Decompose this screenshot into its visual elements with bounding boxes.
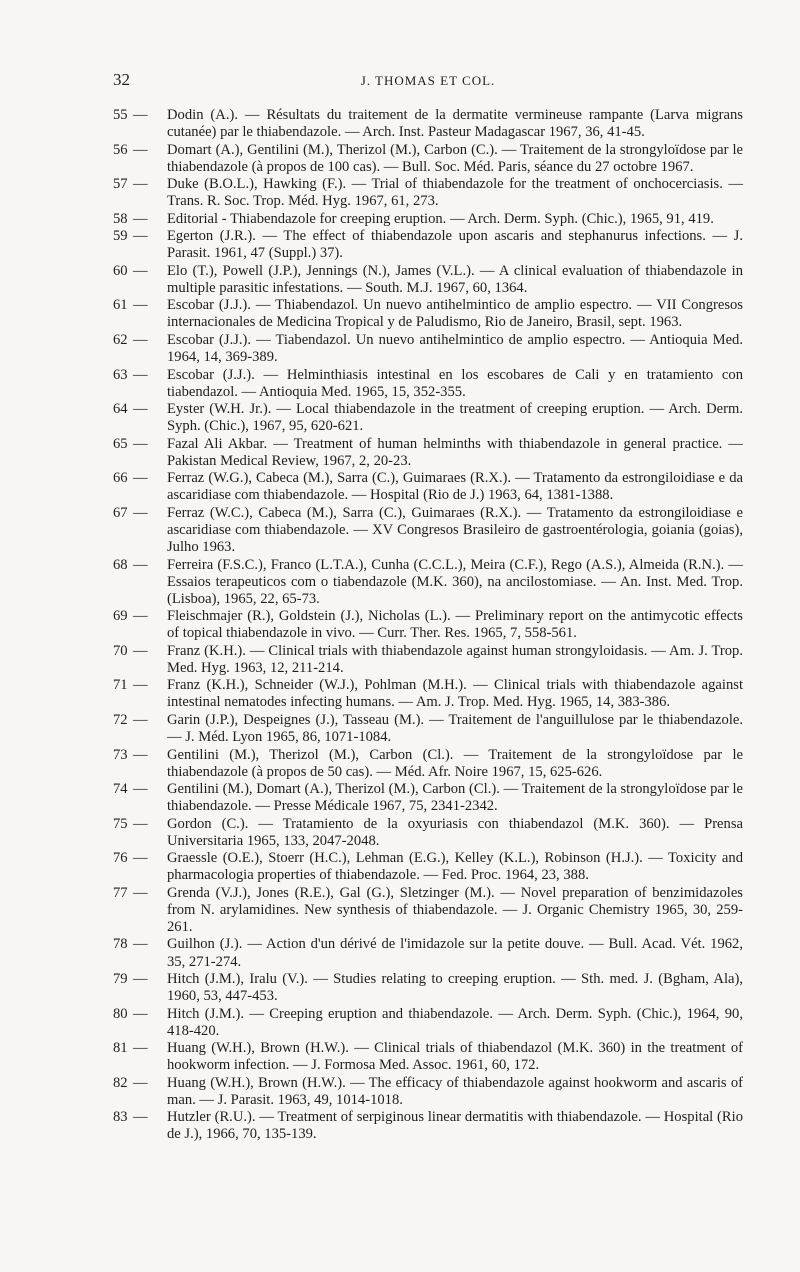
reference-item: 71 — Franz (K.H.), Schneider (W.J.), Pohlman (M.H.). — Clinical trials with thiabendazole against intestinal nematodes infecting humans. — Am. J. Trop. Med. Hyg. 1965, 14, 383-386. <box>113 677 743 711</box>
reference-number: 78 <box>113 936 128 953</box>
reference-item: 57 — Duke (B.O.L.), Hawking (F.). — Trial of thiabendazole for the treatment of onchocerciasis. — Trans. R. Soc. Trop. Méd. Hyg. 1967, 61, 273. <box>113 176 743 210</box>
reference-text: Elo (T.), Powell (J.P.), Jennings (N.), James (V.L.). — A clinical evaluation of thiabendazole in multiple parasitic infestations. — South. M.J. 1967, 60, 1364. <box>167 262 743 296</box>
reference-number: 82 <box>113 1074 128 1091</box>
reference-text: Huang (W.H.), Brown (H.W.). — The efficacy of thiabendazole against hookworm and ascaris of man. — J. Parasit. 1963, 49, 1014-1018. <box>167 1074 743 1108</box>
reference-number: 76 <box>113 850 128 867</box>
reference-item: 58 — Editorial - Thiabendazole for creeping eruption. — Arch. Derm. Syph. (Chic.), 1965, 91, 419. <box>113 211 743 228</box>
reference-number: 70 <box>113 642 128 659</box>
reference-item: 69 — Fleischmajer (R.), Goldstein (J.), Nicholas (L.). — Preliminary report on the antimycotic effects of topical thiabendazole in vivo. — Curr. Ther. Res. 1965, 7, 558-561. <box>113 608 743 642</box>
reference-item: 80 — Hitch (J.M.). — Creeping eruption and thiabendazole. — Arch. Derm. Syph. (Chic.), 1964, 90, 418-420. <box>113 1005 743 1039</box>
reference-number: 58 <box>113 210 128 227</box>
reference-item: 62 — Escobar (J.J.). — Tiabendazol. Un nuevo antihelmintico de amplio espectro. — Antioquia Med. 1964, 14, 369-389. <box>113 331 743 366</box>
reference-text: Fleischmajer (R.), Goldstein (J.), Nicholas (L.). — Preliminary report on the antimycotic effects of topical thiabendazole in vivo. — Curr. Ther. Res. 1965, 7, 558-561. <box>167 608 743 642</box>
page-number: 32 <box>113 70 130 89</box>
reference-number: 80 <box>113 1005 128 1022</box>
reference-item: 59 — Egerton (J.R.). — The effect of thiabendazole upon ascaris and stephanurus infections. — J. Parasit. 1961, 47 (Suppl.) 37). <box>113 228 743 262</box>
reference-number: 81 <box>113 1040 128 1057</box>
reference-item: 83 — Hutzler (R.U.). — Treatment of serpiginous linear dermatitis with thiabendazole. — Hospital (Rio de J.), 1966, 70, 135-139. <box>113 1109 743 1143</box>
reference-item: 78 — Guilhon (J.). — Action d'un dérivé de l'imidazole sur la petite douve. — Bull. Acad. Vét. 1962, 35, 271-274. <box>113 936 743 970</box>
reference-number: 67 <box>113 504 128 521</box>
reference-number: 63 <box>113 366 128 383</box>
reference-text: Gordon (C.). — Tratamiento de la oxyuriasis con thiabendazol (M.K. 360). — Prensa Universitaria 1965, 133, 2047-2048. <box>167 815 743 849</box>
reference-item: 72 — Garin (J.P.), Despeignes (J.), Tasseau (M.). — Traitement de l'anguillulose par le thiabendazole. — J. Méd. Lyon 1965, 86, 1071-1084. <box>113 711 743 746</box>
reference-text: Hitch (J.M.), Iralu (V.). — Studies relating to creeping eruption. — Sth. med. J. (Bgham, Ala), 1960, 53, 447-453. <box>167 971 743 1005</box>
reference-item: 70 — Franz (K.H.). — Clinical trials with thiabendazole against human strongyloidasis. — Am. J. Trop. Med. Hyg. 1963, 12, 211-214. <box>113 642 743 676</box>
reference-number: 66 <box>113 470 128 487</box>
reference-text: Eyster (W.H. Jr.). — Local thiabendazole in the treatment of creeping eruption. — Arch. Derm. Syph. (Chic.), 1967, 95, 620-621. <box>167 401 743 435</box>
reference-number: 61 <box>113 297 128 314</box>
reference-text: Ferraz (W.C.), Cabeca (M.), Sarra (C.), Guimaraes (R.X.). — Tratamento da estrongiloidiase e ascaridiase com thiabendazole. — XV Congresos Brasileiro de gastroentérologia, goiania (goias), Julho 1963. <box>167 504 743 556</box>
reference-number: 77 <box>113 884 128 901</box>
reference-item: 79 — Hitch (J.M.), Iralu (V.). — Studies relating to creeping eruption. — Sth. med. J. (Bgham, Ala), 1960, 53, 447-453. <box>113 971 743 1005</box>
reference-item: 55 — Dodin (A.). — Résultats du traitement de la dermatite vermineuse rampante (Larva migrans cutanée) par le thiabendazole. — Arch. Inst. Pasteur Madagascar 1967, 36, 41-45. <box>113 107 743 141</box>
reference-number: 74 <box>113 781 128 798</box>
reference-number: 79 <box>113 971 128 988</box>
reference-item: 60 — Elo (T.), Powell (J.P.), Jennings (N.), James (V.L.). — A clinical evaluation of thiabendazole in multiple parasitic infestations. — South. M.J. 1967, 60, 1364. <box>113 262 743 296</box>
reference-text: Duke (B.O.L.), Hawking (F.). — Trial of thiabendazole for the treatment of onchocerciasis. — Trans. R. Soc. Trop. Méd. Hyg. 1967, 61, 273. <box>167 176 743 210</box>
reference-item: 81 — Huang (W.H.), Brown (H.W.). — Clinical trials of thiabendazol (M.K. 360) in the treatment of hookworm infection. — J. Formosa Med. Assoc. 1961, 60, 172. <box>113 1040 743 1074</box>
reference-number: 75 <box>113 815 128 832</box>
reference-text: Domart (A.), Gentilini (M.), Therizol (M.), Carbon (C.). — Traitement de la strongyloïdose par le thiabendazole (à propos de 100 cas). — Bull. Soc. Méd. Paris, séance du 27 octobre 1967. <box>167 141 743 175</box>
reference-number: 72 <box>113 711 128 728</box>
reference-text: Franz (K.H.), Schneider (W.J.), Pohlman (M.H.). — Clinical trials with thiabendazole against intestinal nematodes infecting humans. — Am. J. Trop. Med. Hyg. 1965, 14, 383-386. <box>167 677 743 711</box>
reference-text: Graessle (O.E.), Stoerr (H.C.), Lehman (E.G.), Kelley (K.L.), Robinson (H.J.). — Toxicity and pharmacologia properties of thiabendazole. — Fed. Proc. 1964, 23, 388. <box>167 850 743 884</box>
reference-item: 61 — Escobar (J.J.). — Thiabendazol. Un nuevo antihelmintico de amplio espectro. — VII Congresos internacionales de Medicina Tropical y de Paludismo, Rio de Janeiro, Brasil, sept. 1963. <box>113 297 743 331</box>
reference-text: Egerton (J.R.). — The effect of thiabendazole upon ascaris and stephanurus infections. — J. Parasit. 1961, 47 (Suppl.) 37). <box>167 228 743 262</box>
reference-item: 67 — Ferraz (W.C.), Cabeca (M.), Sarra (C.), Guimaraes (R.X.). — Tratamento da estrongiloidiase e ascaridiase com thiabendazole. — XV Congresos Brasileiro de gastroentérologia, goiania (goias), Julho 1963. <box>113 504 743 556</box>
reference-text: Dodin (A.). — Résultats du traitement de la dermatite vermineuse rampante (Larva migrans cutanée) par le thiabendazole. — Arch. Inst. Pasteur Madagascar 1967, 36, 41-45. <box>167 107 743 141</box>
reference-number: 65 <box>113 435 128 452</box>
reference-item: 64 — Eyster (W.H. Jr.). — Local thiabendazole in the treatment of creeping eruption. — Arch. Derm. Syph. (Chic.), 1967, 95, 620-621. <box>113 401 743 435</box>
reference-item: 66 — Ferraz (W.G.), Cabeca (M.), Sarra (C.), Guimaraes (R.X.). — Tratamento da estrongiloidiase e da ascaridiase com thiabendazole. — Hospital (Rio de J.) 1963, 64, 1381-1388. <box>113 470 743 504</box>
reference-text: Garin (J.P.), Despeignes (J.), Tasseau (M.). — Traitement de l'anguillulose par le thiabendazole. — J. Méd. Lyon 1965, 86, 1071-1084. <box>167 711 743 746</box>
reference-text: Gentilini (M.), Domart (A.), Therizol (M.), Carbon (Cl.). — Traitement de la strongyloïdose par le thiabendazole. — Presse Médicale 1967, 75, 2341-2342. <box>167 781 743 815</box>
reference-item: 56 — Domart (A.), Gentilini (M.), Therizol (M.), Carbon (C.). — Traitement de la strongyloïdose par le thiabendazole (à propos de 100 cas). — Bull. Soc. Méd. Paris, séance du 27 octobre 1967. <box>113 141 743 175</box>
reference-text: Fazal Ali Akbar. — Treatment of human helminths with thiabendazole in general practice. — Pakistan Medical Review, 1967, 2, 20-23. <box>167 435 743 469</box>
reference-number: 57 <box>113 176 128 193</box>
reference-text: Hitch (J.M.). — Creeping eruption and thiabendazole. — Arch. Derm. Syph. (Chic.), 1964, 90, 418-420. <box>167 1005 743 1039</box>
reference-text: Huang (W.H.), Brown (H.W.). — Clinical trials of thiabendazol (M.K. 360) in the treatment of hookworm infection. — J. Formosa Med. Assoc. 1961, 60, 172. <box>167 1040 743 1074</box>
reference-item: 74 — Gentilini (M.), Domart (A.), Therizol (M.), Carbon (Cl.). — Traitement de la strongyloïdose par le thiabendazole. — Presse Médicale 1967, 75, 2341-2342. <box>113 781 743 815</box>
running-title: J. THOMAS ET COL. <box>360 73 496 88</box>
reference-number: 73 <box>113 746 128 763</box>
reference-number: 71 <box>113 677 128 694</box>
reference-text: Escobar (J.J.). — Thiabendazol. Un nuevo antihelmintico de amplio espectro. — VII Congresos internacionales de Medicina Tropical y de Paludismo, Rio de Janeiro, Brasil, sept. 1963. <box>167 297 743 331</box>
reference-text: Hutzler (R.U.). — Treatment of serpiginous linear dermatitis with thiabendazole. — Hospital (Rio de J.), 1966, 70, 135-139. <box>167 1109 743 1143</box>
reference-item: 77 — Grenda (V.J.), Jones (R.E.), Gal (G.), Sletzinger (M.). — Novel preparation of benzimidazoles from N. arylamidines. New synthesis of thiabendazole. — J. Organic Chemistry 1965, 30, 259-261. <box>113 884 743 935</box>
reference-number: 83 <box>113 1109 128 1126</box>
reference-number: 60 <box>113 262 128 279</box>
reference-item: 82 — Huang (W.H.), Brown (H.W.). — The efficacy of thiabendazole against hookworm and ascaris of man. — J. Parasit. 1963, 49, 1014-1018. <box>113 1074 743 1108</box>
reference-item: 68 — Ferreira (F.S.C.), Franco (L.T.A.), Cunha (C.C.L.), Meira (C.F.), Rego (A.S.), Almeida (R.N.). — Essaios terapeuticos com o tiabendazole (M.K. 360), na ancilostomiase. — An. Inst. Med. Trop. (Lisboa), 1965, 22, 65-73. <box>113 556 743 607</box>
reference-item: 65 — Fazal Ali Akbar. — Treatment of human helminths with thiabendazole in general practice. — Pakistan Medical Review, 1967, 2, 20-23. <box>113 435 743 469</box>
reference-number: 62 <box>113 331 128 348</box>
reference-item: 73 — Gentilini (M.), Therizol (M.), Carbon (Cl.). — Traitement de la strongyloïdose par le thiabendazole (à propos de 50 cas). — Méd. Afr. Noire 1967, 15, 625-626. <box>113 746 743 780</box>
reference-text: Escobar (J.J.). — Helminthiasis intestinal en los escobares de Cali y en tratamiento con tiabendazol. — Antioquia Med. 1965, 15, 352-355. <box>167 366 743 400</box>
reference-text: Editorial - Thiabendazole for creeping eruption. — Arch. Derm. Syph. (Chic.), 1965, 91, 419. <box>167 210 714 227</box>
reference-text: Franz (K.H.). — Clinical trials with thiabendazole against human strongyloidasis. — Am. J. Trop. Med. Hyg. 1963, 12, 211-214. <box>167 642 743 676</box>
reference-number: 55 <box>113 107 128 123</box>
reference-number: 56 <box>113 141 128 158</box>
reference-number: 69 <box>113 608 128 625</box>
reference-item: 76 — Graessle (O.E.), Stoerr (H.C.), Lehman (E.G.), Kelley (K.L.), Robinson (H.J.). — Toxicity and pharmacologia properties of thiabendazole. — Fed. Proc. 1964, 23, 388. <box>113 850 743 884</box>
page-header <box>113 70 743 94</box>
reference-text: Escobar (J.J.). — Tiabendazol. Un nuevo antihelmintico de amplio espectro. — Antioquia Med. 1964, 14, 369-389. <box>167 331 743 366</box>
reference-text: Ferraz (W.G.), Cabeca (M.), Sarra (C.), Guimaraes (R.X.). — Tratamento da estrongiloidiase e da ascaridiase com thiabendazole. — Hospital (Rio de J.) 1963, 64, 1381-1388. <box>167 470 743 504</box>
reference-text: Gentilini (M.), Therizol (M.), Carbon (Cl.). — Traitement de la strongyloïdose par le thiabendazole (à propos de 50 cas). — Méd. Afr. Noire 1967, 15, 625-626. <box>167 746 743 780</box>
reference-number: 68 <box>113 556 128 573</box>
reference-item: 75 — Gordon (C.). — Tratamiento de la oxyuriasis con thiabendazol (M.K. 360). — Prensa Universitaria 1965, 133, 2047-2048. <box>113 815 743 849</box>
reference-number: 64 <box>113 401 128 418</box>
reference-text: Ferreira (F.S.C.), Franco (L.T.A.), Cunha (C.C.L.), Meira (C.F.), Rego (A.S.), Almeida (R.N.). — Essaios terapeuticos com o tiabendazole (M.K. 360), na ancilostomiase. — An. Inst. Med. Trop. (Lisboa), 1965, 22, 65-73. <box>167 556 743 607</box>
reference-text: Grenda (V.J.), Jones (R.E.), Gal (G.), Sletzinger (M.). — Novel preparation of benzimidazoles from N. arylamidines. New synthesis of thiabendazole. — J. Organic Chemistry 1965, 30, 259-261. <box>167 884 743 935</box>
reference-item: 63 — Escobar (J.J.). — Helminthiasis intestinal en los escobares de Cali y en tratamiento con tiabendazol. — Antioquia Med. 1965, 15, 352-355. <box>113 366 743 400</box>
reference-list <box>113 107 743 1144</box>
reference-number: 59 <box>113 228 128 245</box>
reference-text: Guilhon (J.). — Action d'un dérivé de l'imidazole sur la petite douve. — Bull. Acad. Vét. 1962, 35, 271-274. <box>167 936 743 970</box>
